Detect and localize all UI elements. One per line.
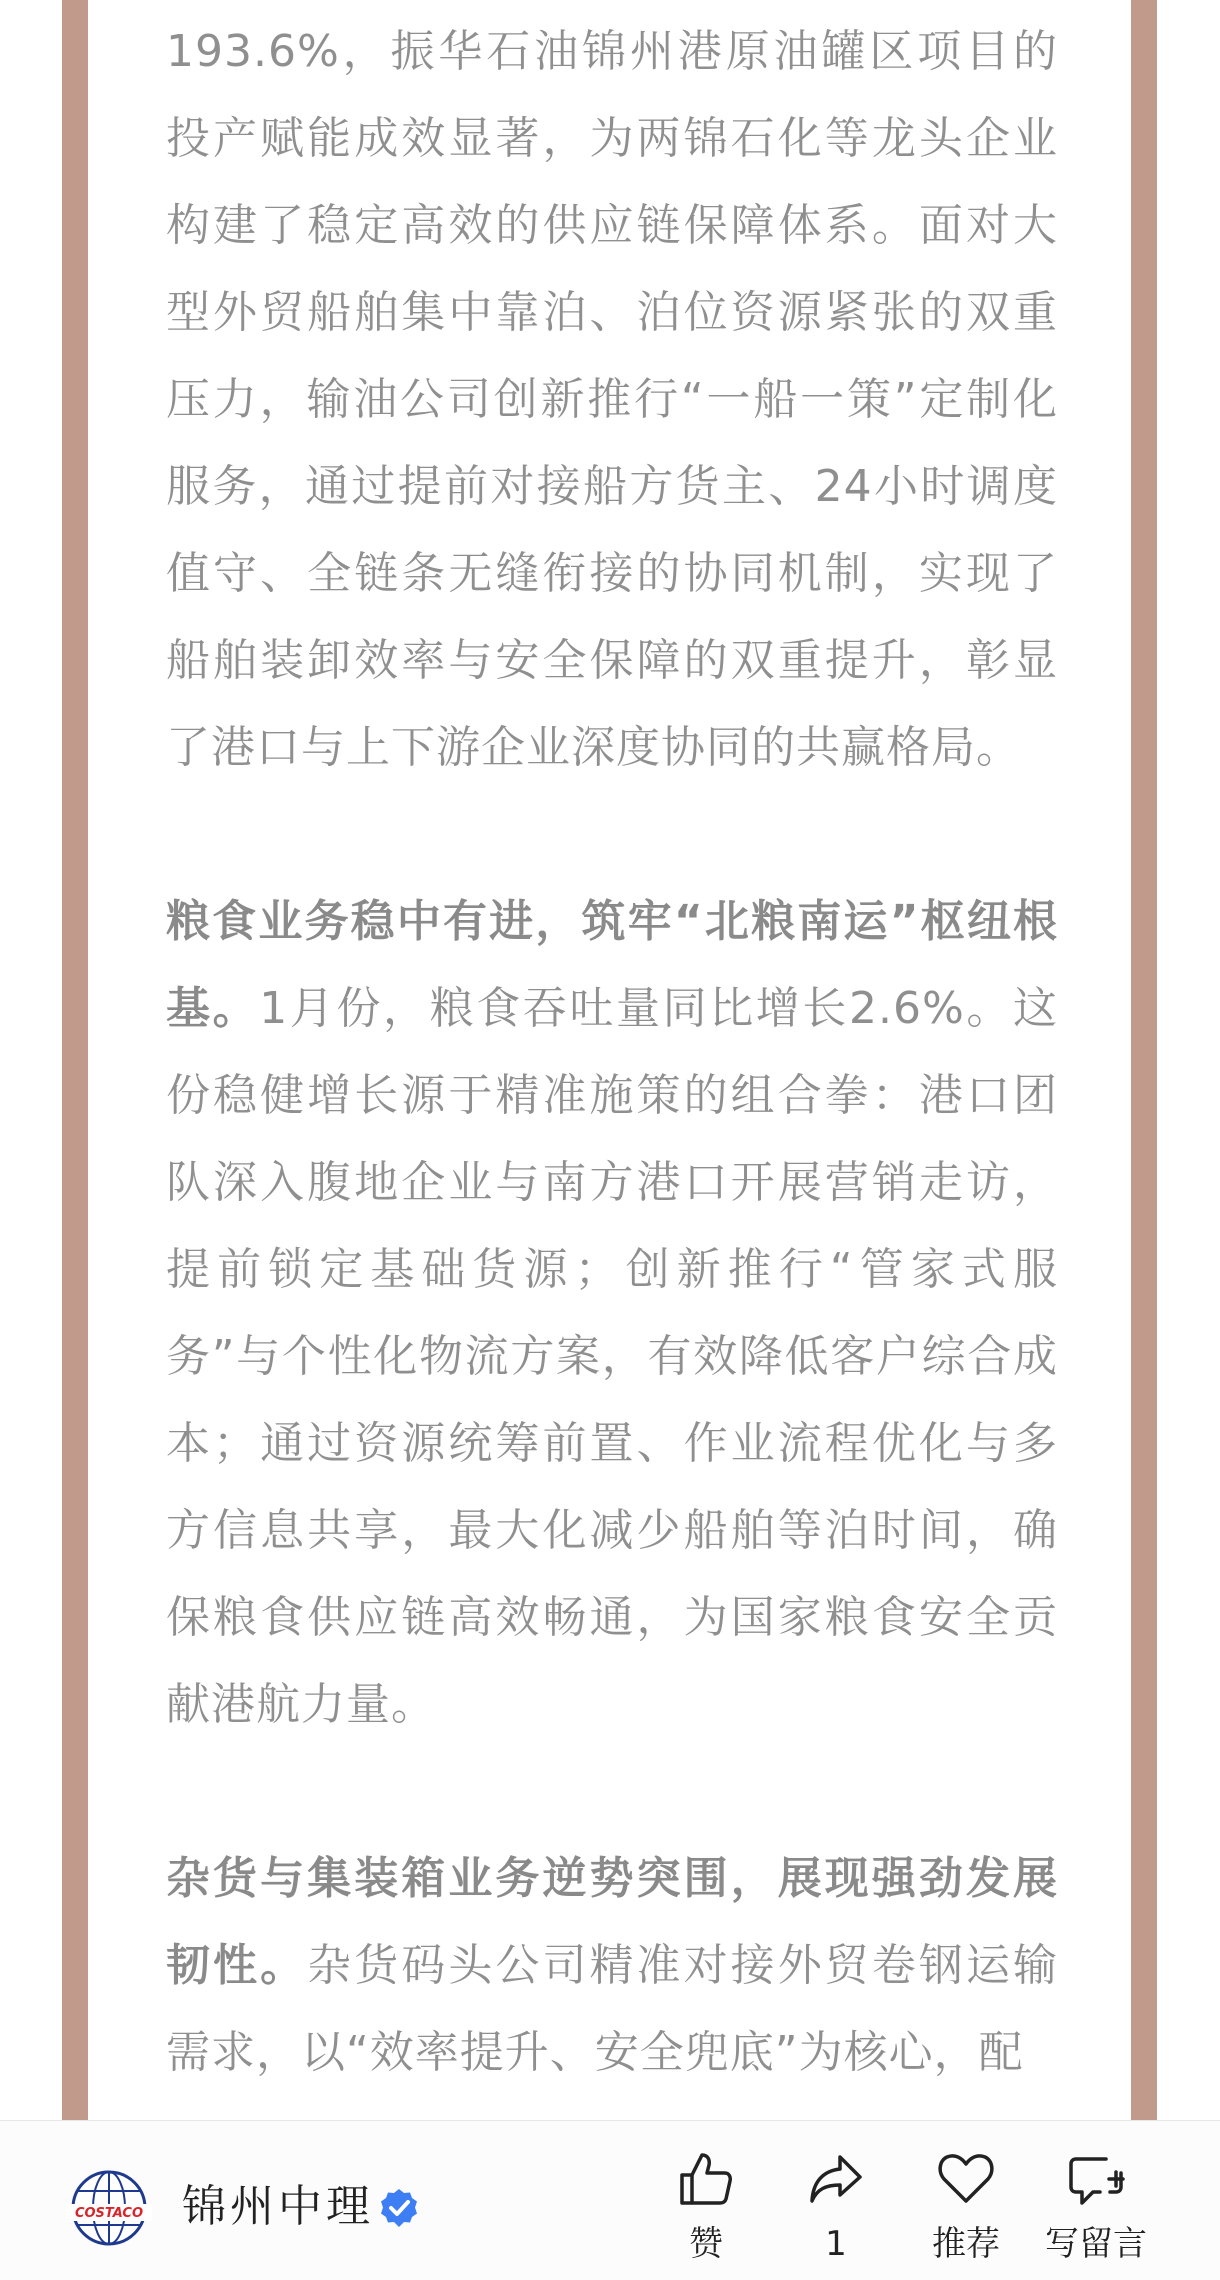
like-button[interactable] [641,2141,771,2269]
paragraph-2-lead: 粮食业务稳中有进，筑牢“北粮南运”枢纽根基。 [166,896,1058,1034]
share-button[interactable] [771,2141,901,2269]
article-paragraph-1 [166,8,1058,791]
like-label: 赞 [689,2224,723,2264]
share-count: 1 [825,2224,847,2264]
globe-logo-icon [64,2163,154,2253]
logo-text: COSTACO [74,2206,144,2221]
write-comment-button[interactable] [1031,2141,1161,2269]
verified-badge-icon [378,2187,420,2229]
account-name[interactable]: 锦州中理 [182,2181,374,2232]
article-body [166,8,1058,2096]
heart-icon [936,2149,996,2209]
article-paragraph-2 [166,878,1058,1748]
thumbs-up-icon [676,2149,736,2209]
article-paragraph-3 [166,1835,1058,2096]
paragraph-3-text: 杂货码头公司精准对接外贸卷钢运输需求，以“效率提升、安全兜底”为核心，配 [166,1940,1059,2078]
share-arrow-icon [806,2149,866,2209]
write-comment-label: 写留言 [1045,2224,1147,2264]
paragraph-3-lead: 杂货与集装箱业务逆势突围，展现强劲发展韧性。 [166,1853,1058,1991]
comment-add-icon [1066,2149,1126,2209]
bottom-action-bar [0,2120,1220,2280]
recommend-label: 推荐 [932,2224,1000,2264]
recommend-button[interactable] [901,2141,1031,2269]
paragraph-1-text: 193.6%，振华石油锦州港原油罐区项目的投产赋能成效显著，为两锦石化等龙头企业构建了稳定高效的供应链保障体系。面对大型外贸船舶集中靠泊、泊位资源紧张的双重压力，输油公司创新推行“一船一策”定制化服务，通过提前对接船方货主、24小时调度值守、全链条无缝衔接的协同机制，实现了船舶装卸效率与安全保障的双重提升，彰显了港口与上下游企业深度协同的共赢格局。 [166,26,1058,773]
paragraph-2-text: 1月份，粮食吞吐量同比增长2.6%。这份稳健增长源于精准施策的组合拳：港口团队深入腹地企业与南方港口开展营销走访，提前锁定基础货源；创新推行“管家式服务”与个性化物流方案，有效降低客户综合成本；通过资源统筹前置、作业流程优化与多方信息共享，最大化减少船舶等泊时间，确保粮食供应链高效畅通，为国家粮食安全贡献港航力量。 [166,983,1058,1730]
account-avatar[interactable] [64,2163,154,2253]
